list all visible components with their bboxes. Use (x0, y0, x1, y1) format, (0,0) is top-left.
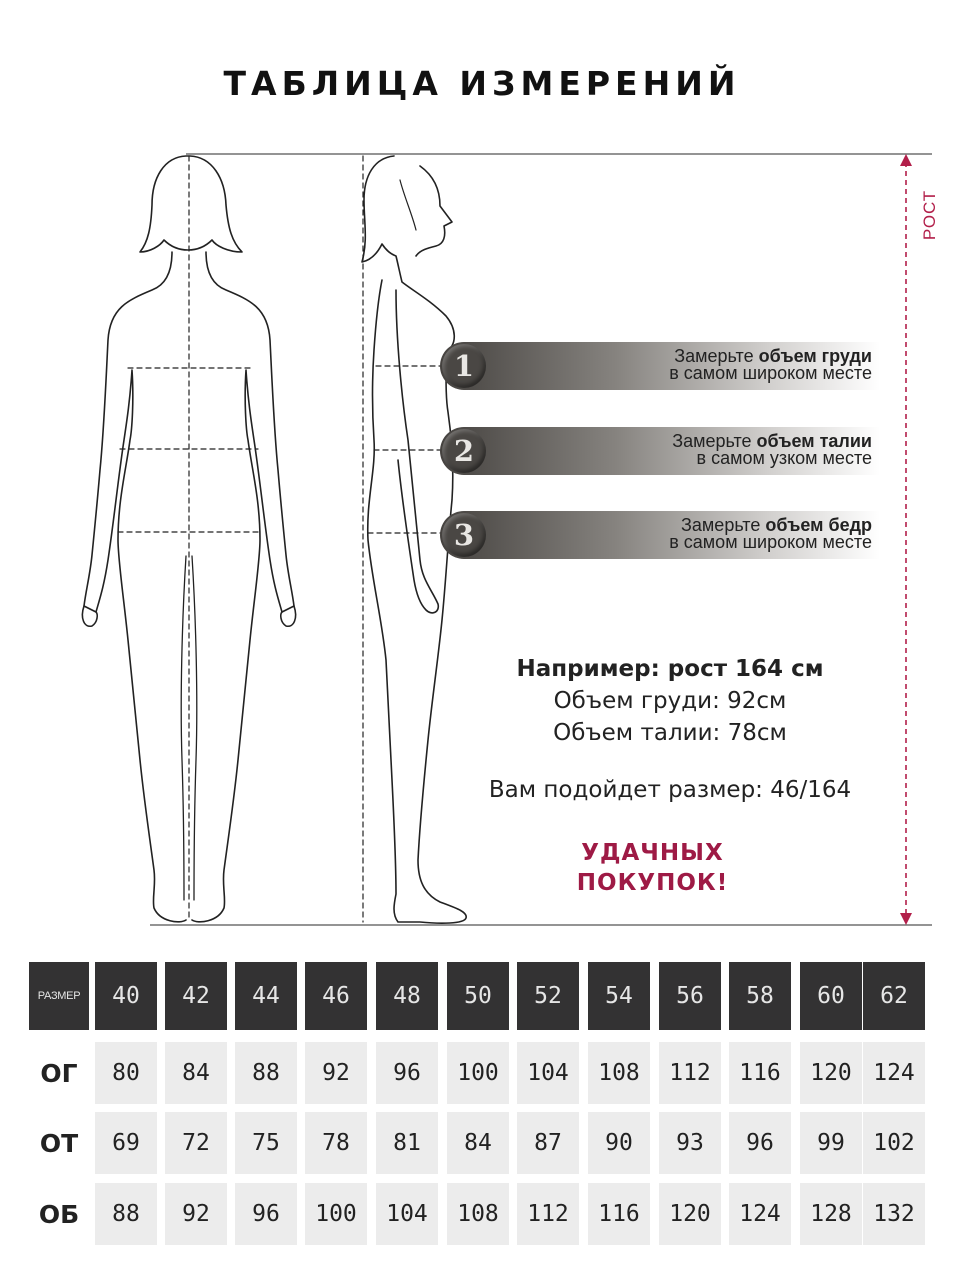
hips-measure-text: Замерьте объем бедр в самом широком месте (669, 515, 872, 552)
measure-value-cell: 93 (659, 1112, 721, 1174)
example-block (500, 653, 840, 749)
measure-value-cell: 96 (729, 1112, 791, 1174)
measure-value-cell: 120 (800, 1042, 862, 1104)
measure-value-cell: 84 (165, 1042, 227, 1104)
size-header-cell: 44 (235, 962, 297, 1030)
measure-value-cell: 112 (517, 1183, 579, 1245)
size-header-cell: 42 (165, 962, 227, 1030)
height-arrow (900, 154, 912, 925)
size-header-cell: 62 (863, 962, 925, 1030)
measure-value-cell: 108 (588, 1042, 650, 1104)
waist-measure-text: Замерьте объем талии в самом узком месте (672, 431, 872, 468)
measure-value-cell: 69 (95, 1112, 157, 1174)
size-header-cell: 46 (305, 962, 367, 1030)
fit-size-text: Вам подойдет размер: 46/164 (488, 777, 852, 803)
measure-value-cell: 124 (863, 1042, 925, 1104)
measure-value-cell: 100 (305, 1183, 367, 1245)
measure-value-cell: 88 (95, 1183, 157, 1245)
size-header-label: РАЗМЕР (29, 962, 89, 1030)
measure-value-cell: 84 (447, 1112, 509, 1174)
measure-value-cell: 124 (729, 1183, 791, 1245)
good-luck-text: УДАЧНЫХ ПОКУПОК! (576, 840, 729, 896)
measure-value-cell: 104 (376, 1183, 438, 1245)
measure-value-cell: 132 (863, 1183, 925, 1245)
measure-value-cell: 102 (863, 1112, 925, 1174)
measure-value-cell: 92 (165, 1183, 227, 1245)
chest-measure-text: Замерьте объем груди в самом широком месте (669, 346, 872, 383)
step-number-badge: 2 (442, 429, 486, 473)
size-header-cell: 56 (659, 962, 721, 1030)
measure-value-cell: 128 (800, 1183, 862, 1245)
measure-value-cell: 96 (376, 1042, 438, 1104)
measure-row-label: ОБ (29, 1183, 89, 1245)
size-header-cell: 50 (447, 962, 509, 1030)
measure-value-cell: 80 (95, 1042, 157, 1104)
size-header-cell: 52 (517, 962, 579, 1030)
measure-value-cell: 100 (447, 1042, 509, 1104)
measure-value-cell: 78 (305, 1112, 367, 1174)
measure-value-cell: 88 (235, 1042, 297, 1104)
size-header-cell: 60 (800, 962, 862, 1030)
example-waist: Объем талии: 78см (553, 720, 787, 746)
measure-row-label: ОГ (29, 1042, 89, 1104)
size-header-cell: 48 (376, 962, 438, 1030)
measure-value-cell: 96 (235, 1183, 297, 1245)
measure-value-cell: 116 (729, 1042, 791, 1104)
measure-value-cell: 108 (447, 1183, 509, 1245)
size-header-cell: 40 (95, 962, 157, 1030)
back-view-figure (82, 156, 295, 922)
size-header-cell: 54 (588, 962, 650, 1030)
height-label: РОСТ (920, 189, 939, 241)
step-number-badge: 3 (442, 513, 486, 557)
measure-row-label: ОТ (29, 1112, 89, 1174)
size-header-cell: 58 (729, 962, 791, 1030)
hips-measure-band (440, 511, 880, 559)
example-chest: Объем груди: 92см (553, 688, 787, 714)
measure-value-cell: 120 (659, 1183, 721, 1245)
page-title: ТАБЛИЦА ИЗМЕРЕНИЙ (223, 64, 741, 103)
measure-value-cell: 81 (376, 1112, 438, 1174)
step-number-badge: 1 (442, 344, 486, 388)
measure-value-cell: 92 (305, 1042, 367, 1104)
measure-value-cell: 75 (235, 1112, 297, 1174)
measure-value-cell: 90 (588, 1112, 650, 1174)
chest-measure-band (440, 342, 880, 390)
measure-value-cell: 72 (165, 1112, 227, 1174)
measure-value-cell: 99 (800, 1112, 862, 1174)
measure-value-cell: 104 (517, 1042, 579, 1104)
example-title: Например: рост 164 см (516, 656, 824, 682)
measure-value-cell: 116 (588, 1183, 650, 1245)
waist-measure-band (440, 427, 880, 475)
measure-value-cell: 87 (517, 1112, 579, 1174)
measure-value-cell: 112 (659, 1042, 721, 1104)
